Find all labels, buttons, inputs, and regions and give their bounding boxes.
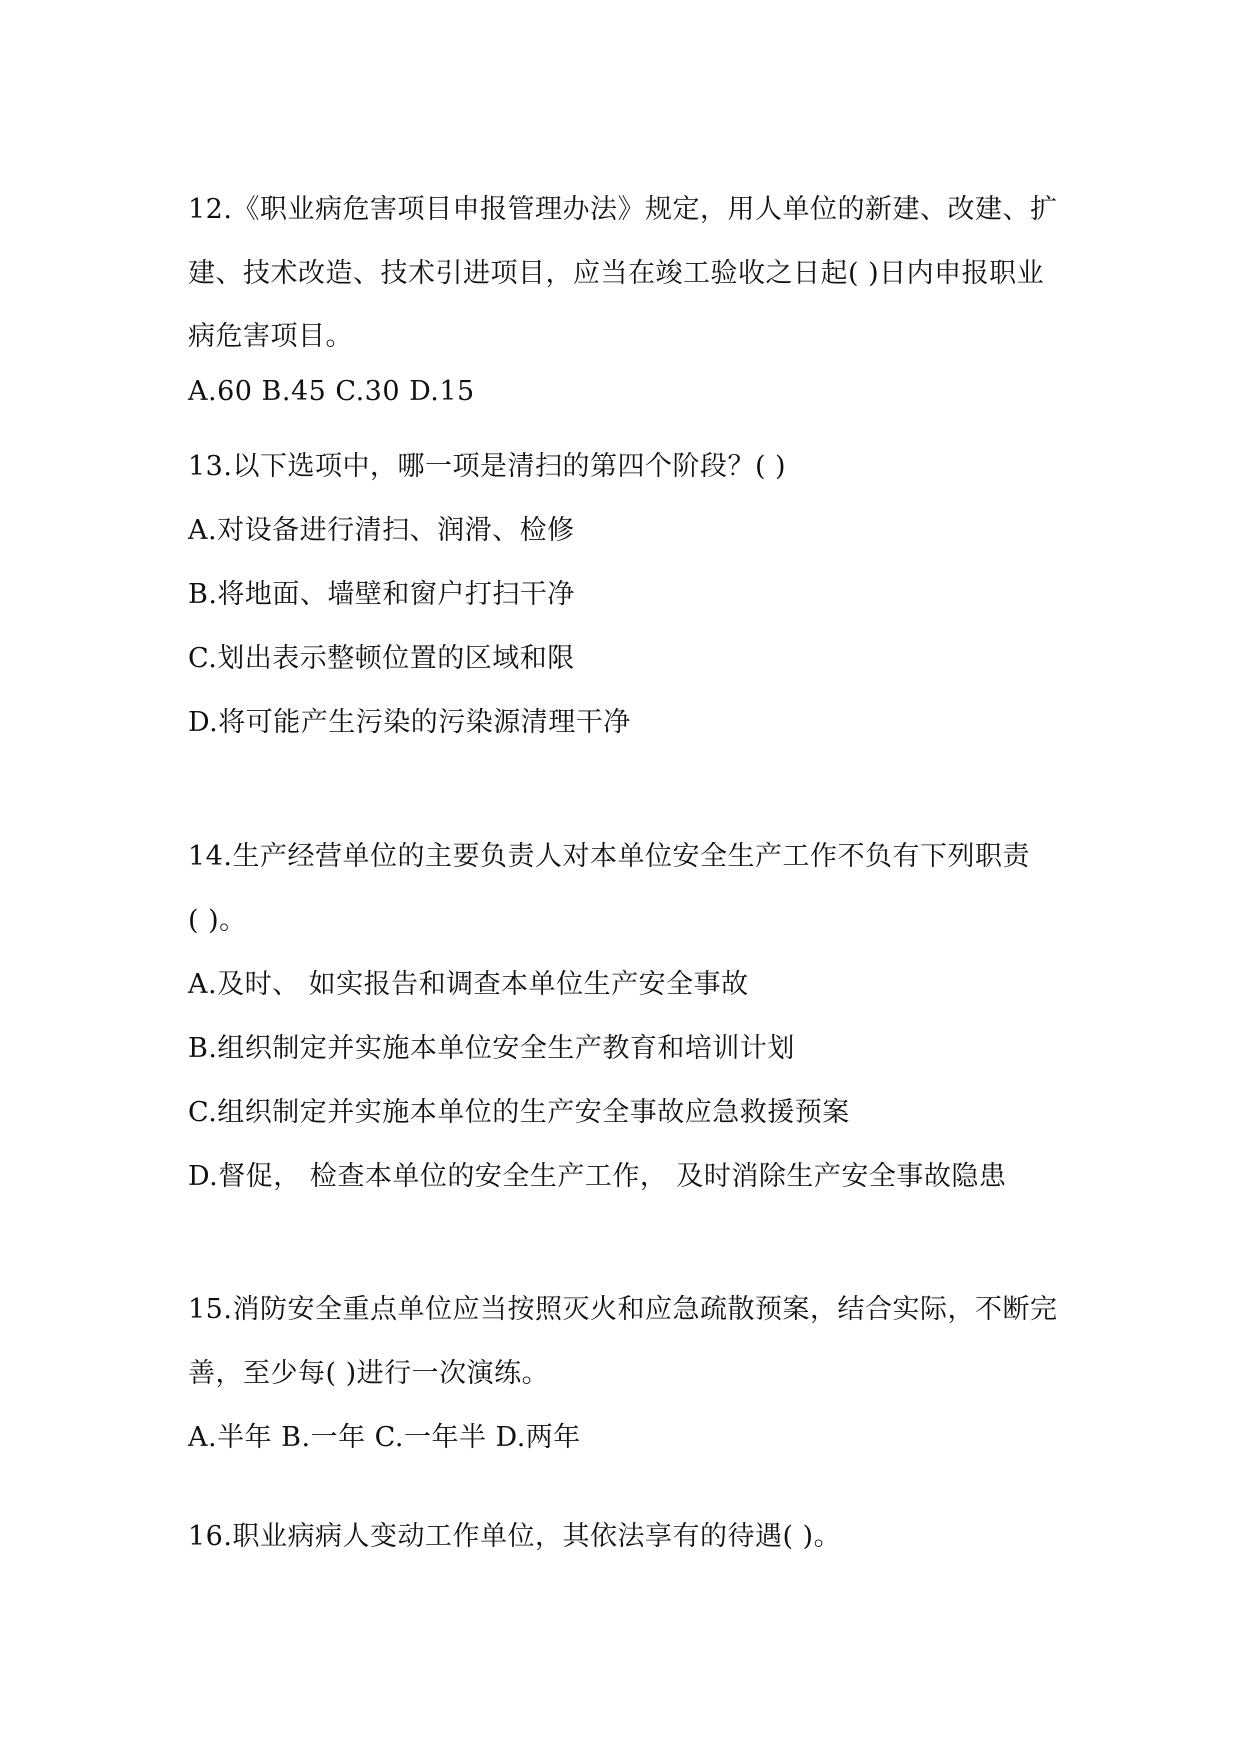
question-14-option-b: B.组织制定并实施本单位安全生产教育和培训计划 (188, 1033, 795, 1064)
question-15-line-1: 15.消防安全重点单位应当按照灭火和应急疏散预案，结合实际，不断完 (188, 1294, 1058, 1325)
question-15-options: A.半年 B.一年 C.一年半 D.两年 (188, 1422, 581, 1453)
question-12-line-2: 建、技术改造、技术引进项目，应当在竣工验收之日起( )日内申报职业 (188, 258, 1045, 289)
question-12-line-1: 12.《职业病危害项目申报管理办法》规定，用人单位的新建、改建、扩 (188, 194, 1058, 225)
question-14-line-1: 14.生产经营单位的主要负责人对本单位安全生产工作不负有下列职责 (188, 841, 1030, 872)
question-16-line-1: 16.职业病病人变动工作单位，其依法享有的待遇( )。 (188, 1521, 842, 1552)
question-12-line-3: 病危害项目。 (188, 321, 353, 352)
question-12-options: A.60 B.45 C.30 D.15 (188, 376, 475, 407)
question-15-line-2: 善，至少每( )进行一次演练。 (188, 1358, 550, 1389)
question-14-line-2: ( )。 (188, 905, 247, 936)
question-13-line-1: 13.以下选项中，哪一项是清扫的第四个阶段？( ) (188, 451, 787, 482)
question-13-option-d: D.将可能产生污染的污染源清理干净 (188, 707, 631, 738)
question-13-option-a: A.对设备进行清扫、润滑、检修 (188, 515, 575, 546)
question-13-option-b: B.将地面、墙壁和窗户打扫干净 (188, 579, 575, 610)
question-14-option-c: C.组织制定并实施本单位的生产安全事故应急救援预案 (188, 1097, 850, 1128)
question-13-option-c: C.划出表示整顿位置的区域和限 (188, 643, 575, 674)
question-14-option-d: D.督促， 检查本单位的安全生产工作， 及时消除生产安全事故隐患 (188, 1161, 1007, 1192)
question-14-option-a: A.及时、 如实报告和调查本单位生产安全事故 (188, 969, 749, 1000)
